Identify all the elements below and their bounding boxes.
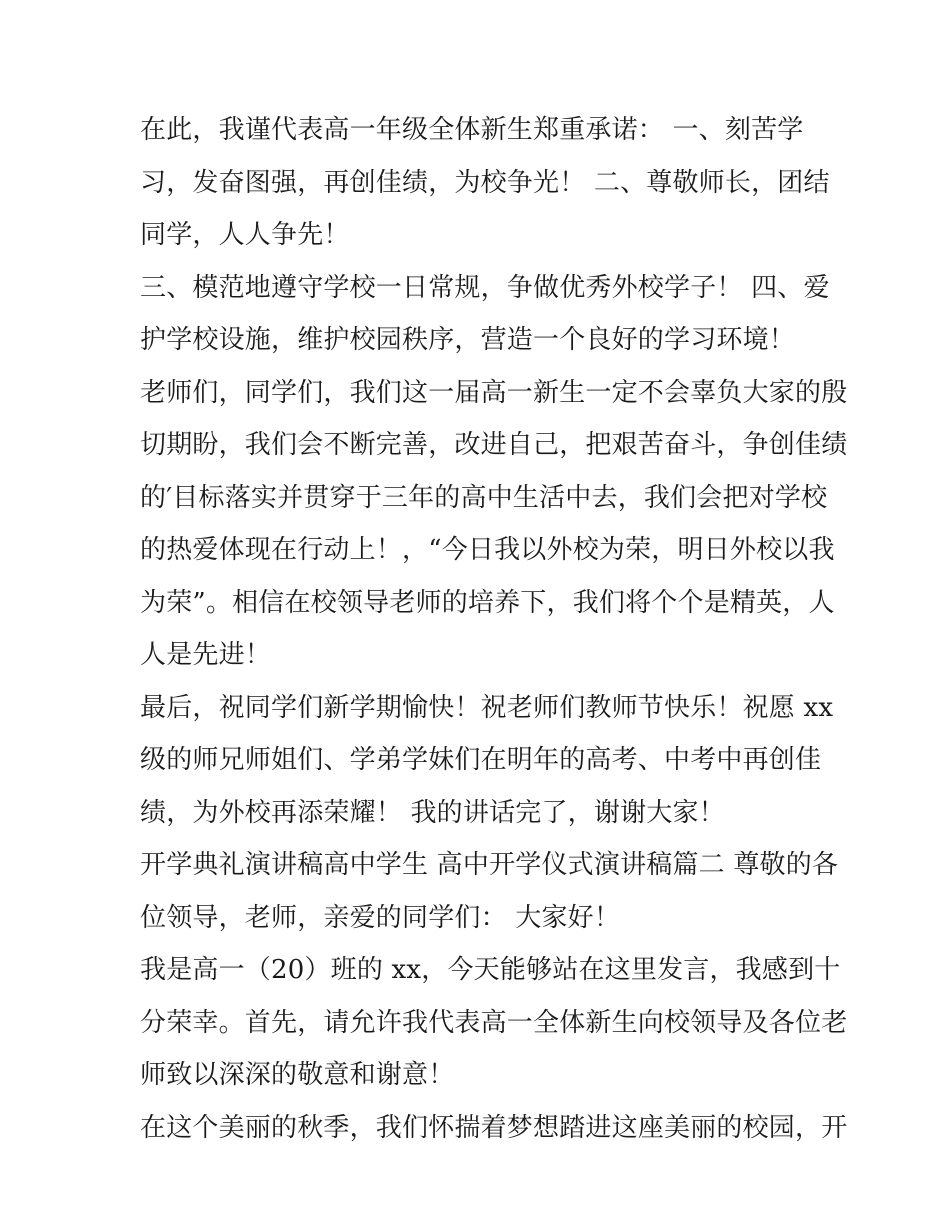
text-line: 习，发奋图强，再创佳绩，为校争光！ 二、尊敬师长，团结	[140, 167, 830, 198]
text-line: 为荣”。相信在校领导老师的培养下，我们将个个是精英，人	[140, 587, 835, 618]
text-line: 在此，我谨代表高一年级全体新生郑重承诺： 一、刻苦学	[140, 115, 804, 145]
text-line: 切期盼，我们会不断完善，改进自己，把艰苦奋斗，争创佳绩	[140, 430, 848, 460]
text-line: 级的师兄师姐们、学弟学妹们在明年的高考、中考中再创佳	[140, 745, 822, 775]
text-line: 护学校设施，维护校园秩序，营造一个良好的学习环境！	[140, 325, 796, 355]
text-line: 绩，为外校再添荣耀！ 我的讲话完了，谢谢大家！	[140, 797, 725, 828]
text-line: 分荣幸。首先，请允许我代表高一全体新生向校领导及各位老	[140, 1007, 848, 1038]
text-line: 师致以深深的敬意和谢意！	[140, 1060, 455, 1090]
text-line: 在这个美丽的秋季，我们怀揣着梦想踏进这座美丽的校园，开	[140, 1112, 848, 1143]
text-line: 最后，祝同学们新学期愉快！祝老师们教师节快乐！祝愿 xx	[140, 692, 834, 723]
document-body	[140, 104, 848, 1154]
text-line: 位领导，老师，亲爱的同学们： 大家好！	[140, 902, 621, 933]
text-line: 开学典礼演讲稿高中学生 高中开学仪式演讲稿篇二 尊敬的各	[140, 850, 839, 880]
text-line: 的′目标落实并贯穿于三年的高中生活中去，我们会把对学校	[140, 482, 828, 513]
text-line: 人是先进！	[140, 640, 272, 670]
text-line: 我是高一（20）班的 xx，今天能够站在这里发言，我感到十	[140, 955, 841, 985]
text-line: 的热爱体现在行动上！，“今日我以外校为荣，明日外校以我	[140, 535, 835, 565]
text-line: 老师们，同学们，我们这一届高一新生一定不会辜负大家的殷	[140, 377, 848, 408]
text-line: 三、模范地遵守学校一日常规，争做优秀外校学子！ 四、爱	[140, 272, 830, 303]
text-line: 同学，人人争先！	[140, 220, 350, 250]
